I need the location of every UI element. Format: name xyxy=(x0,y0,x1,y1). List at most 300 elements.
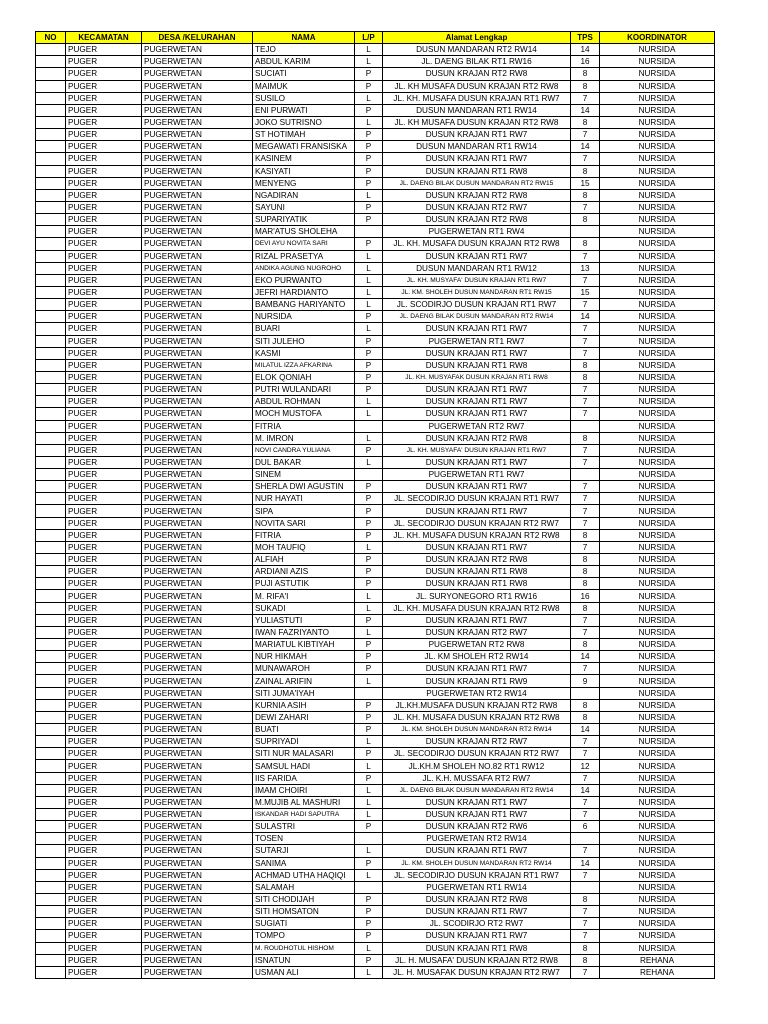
cell-desa: PUGERWETAN xyxy=(142,724,253,736)
cell-desa: PUGERWETAN xyxy=(142,153,253,165)
cell-no xyxy=(36,869,66,881)
cell-kecamatan: PUGER xyxy=(66,663,142,675)
cell-no xyxy=(36,189,66,201)
cell-lp xyxy=(355,833,383,845)
cell-kecamatan: PUGER xyxy=(66,772,142,784)
cell-desa: PUGERWETAN xyxy=(142,906,253,918)
cell-tps: 9 xyxy=(571,675,600,687)
cell-nama: KASINEM xyxy=(253,153,355,165)
cell-koordinator: NURSIDA xyxy=(600,760,715,772)
cell-lp: L xyxy=(355,56,383,68)
cell-lp: P xyxy=(355,954,383,966)
cell-desa: PUGERWETAN xyxy=(142,541,253,553)
table-row xyxy=(36,566,715,578)
cell-no xyxy=(36,505,66,517)
cell-kecamatan: PUGER xyxy=(66,286,142,298)
voter-table xyxy=(35,31,715,979)
cell-alamat: DUSUN KRAJAN RT1 RW7 xyxy=(383,845,571,857)
cell-nama: MILATUL IZZA AFKARINA xyxy=(253,359,355,371)
cell-nama: FITRIA xyxy=(253,420,355,432)
cell-lp: L xyxy=(355,432,383,444)
header-kecamatan: KECAMATAN xyxy=(66,32,142,44)
cell-tps: 8 xyxy=(571,214,600,226)
cell-no xyxy=(36,311,66,323)
cell-tps: 15 xyxy=(571,177,600,189)
cell-kecamatan: PUGER xyxy=(66,250,142,262)
cell-lp: P xyxy=(355,724,383,736)
cell-lp: P xyxy=(355,238,383,250)
header-desa: DESA /KELURAHAN xyxy=(142,32,253,44)
cell-no xyxy=(36,857,66,869)
cell-koordinator: NURSIDA xyxy=(600,396,715,408)
cell-kecamatan: PUGER xyxy=(66,177,142,189)
cell-desa: PUGERWETAN xyxy=(142,639,253,651)
cell-koordinator: NURSIDA xyxy=(600,505,715,517)
cell-alamat: JL. SECODIRJO DUSUN KRAJAN RT2 RW7 xyxy=(383,517,571,529)
cell-no xyxy=(36,129,66,141)
cell-koordinator: REHANA xyxy=(600,954,715,966)
cell-lp: P xyxy=(355,505,383,517)
cell-koordinator: NURSIDA xyxy=(600,614,715,626)
table-row xyxy=(36,177,715,189)
cell-kecamatan: PUGER xyxy=(66,639,142,651)
cell-koordinator: NURSIDA xyxy=(600,736,715,748)
cell-alamat: PUGERWETAN RT2 RW14 xyxy=(383,687,571,699)
cell-lp xyxy=(355,469,383,481)
cell-alamat: DUSUN MANDARAN RT1 RW14 xyxy=(383,104,571,116)
cell-no xyxy=(36,323,66,335)
cell-no xyxy=(36,918,66,930)
cell-koordinator: NURSIDA xyxy=(600,408,715,420)
cell-koordinator: NURSIDA xyxy=(600,165,715,177)
cell-alamat: DUSUN MANDARAN RT1 RW14 xyxy=(383,141,571,153)
cell-tps: 6 xyxy=(571,821,600,833)
cell-lp: L xyxy=(355,299,383,311)
cell-no xyxy=(36,226,66,238)
table-row xyxy=(36,845,715,857)
cell-desa: PUGERWETAN xyxy=(142,129,253,141)
table-row xyxy=(36,675,715,687)
cell-kecamatan: PUGER xyxy=(66,687,142,699)
cell-alamat: JL. KH. MUSAFA DUSUN KRAJAN RT1 RW7 xyxy=(383,92,571,104)
cell-no xyxy=(36,250,66,262)
cell-desa: PUGERWETAN xyxy=(142,663,253,675)
table-row xyxy=(36,930,715,942)
cell-lp xyxy=(355,687,383,699)
cell-no xyxy=(36,529,66,541)
table-row xyxy=(36,590,715,602)
cell-lp xyxy=(355,420,383,432)
cell-lp: P xyxy=(355,165,383,177)
cell-no xyxy=(36,177,66,189)
cell-no xyxy=(36,165,66,177)
cell-lp: L xyxy=(355,845,383,857)
table-row xyxy=(36,796,715,808)
table-row xyxy=(36,517,715,529)
cell-kecamatan: PUGER xyxy=(66,80,142,92)
cell-kecamatan: PUGER xyxy=(66,748,142,760)
cell-nama: SUSILO xyxy=(253,92,355,104)
cell-alamat: DUSUN KRAJAN RT1 RW7 xyxy=(383,408,571,420)
cell-no xyxy=(36,784,66,796)
table-row xyxy=(36,651,715,663)
cell-no xyxy=(36,590,66,602)
cell-kecamatan: PUGER xyxy=(66,590,142,602)
table-row xyxy=(36,44,715,56)
cell-lp: L xyxy=(355,396,383,408)
cell-koordinator: REHANA xyxy=(600,966,715,978)
cell-tps: 7 xyxy=(571,493,600,505)
cell-tps: 7 xyxy=(571,918,600,930)
cell-tps: 7 xyxy=(571,408,600,420)
cell-desa: PUGERWETAN xyxy=(142,493,253,505)
cell-tps: 13 xyxy=(571,262,600,274)
table-row xyxy=(36,942,715,954)
cell-no xyxy=(36,359,66,371)
cell-no xyxy=(36,420,66,432)
cell-nama: M. RIFA'I xyxy=(253,590,355,602)
cell-alamat: JL. SECODIRJO DUSUN KRAJAN RT1 RW7 xyxy=(383,869,571,881)
cell-tps: 8 xyxy=(571,566,600,578)
cell-lp: L xyxy=(355,626,383,638)
header-lp: L/P xyxy=(355,32,383,44)
cell-lp: P xyxy=(355,918,383,930)
cell-nama: NOVITA SARI xyxy=(253,517,355,529)
cell-lp: L xyxy=(355,189,383,201)
cell-kecamatan: PUGER xyxy=(66,104,142,116)
cell-nama: MAR'ATUS SHOLEHA xyxy=(253,226,355,238)
cell-kecamatan: PUGER xyxy=(66,966,142,978)
cell-desa: PUGERWETAN xyxy=(142,626,253,638)
cell-desa: PUGERWETAN xyxy=(142,881,253,893)
cell-desa: PUGERWETAN xyxy=(142,833,253,845)
cell-nama: ZAINAL ARIFIN xyxy=(253,675,355,687)
cell-koordinator: NURSIDA xyxy=(600,809,715,821)
cell-alamat: DUSUN KRAJAN RT2 RW7 xyxy=(383,626,571,638)
table-row xyxy=(36,772,715,784)
cell-alamat: DUSUN KRAJAN RT2 RW8 xyxy=(383,68,571,80)
cell-no xyxy=(36,833,66,845)
cell-desa: PUGERWETAN xyxy=(142,675,253,687)
cell-lp: P xyxy=(355,517,383,529)
cell-koordinator: NURSIDA xyxy=(600,323,715,335)
cell-no xyxy=(36,371,66,383)
cell-kecamatan: PUGER xyxy=(66,724,142,736)
table-row xyxy=(36,724,715,736)
cell-koordinator: NURSIDA xyxy=(600,481,715,493)
table-row xyxy=(36,821,715,833)
cell-alamat: DUSUN KRAJAN RT1 RW7 xyxy=(383,906,571,918)
table-row xyxy=(36,165,715,177)
cell-kecamatan: PUGER xyxy=(66,809,142,821)
cell-desa: PUGERWETAN xyxy=(142,44,253,56)
cell-kecamatan: PUGER xyxy=(66,906,142,918)
header-row xyxy=(36,32,715,44)
cell-no xyxy=(36,104,66,116)
table-row xyxy=(36,529,715,541)
cell-lp: L xyxy=(355,250,383,262)
cell-no xyxy=(36,141,66,153)
cell-desa: PUGERWETAN xyxy=(142,214,253,226)
cell-desa: PUGERWETAN xyxy=(142,687,253,699)
cell-nama: YULIASTUTI xyxy=(253,614,355,626)
cell-koordinator: NURSIDA xyxy=(600,699,715,711)
cell-no xyxy=(36,92,66,104)
cell-alamat: DUSUN KRAJAN RT1 RW8 xyxy=(383,942,571,954)
cell-lp: P xyxy=(355,80,383,92)
cell-alamat: DUSUN KRAJAN RT1 RW8 xyxy=(383,566,571,578)
cell-tps: 14 xyxy=(571,311,600,323)
cell-alamat: JL. KM. SHOLEH DUSUN MANDARAN RT2 RW14 xyxy=(383,724,571,736)
cell-nama: SUKADI xyxy=(253,602,355,614)
cell-lp: P xyxy=(355,651,383,663)
table-row xyxy=(36,626,715,638)
cell-nama: M. IMRON xyxy=(253,432,355,444)
cell-nama: ISKANDAR HADI SAPUTRA xyxy=(253,809,355,821)
table-row xyxy=(36,347,715,359)
cell-kecamatan: PUGER xyxy=(66,189,142,201)
cell-desa: PUGERWETAN xyxy=(142,578,253,590)
cell-alamat: DUSUN KRAJAN RT2 RW8 xyxy=(383,432,571,444)
cell-lp: P xyxy=(355,335,383,347)
cell-no xyxy=(36,68,66,80)
cell-alamat: DUSUN KRAJAN RT1 RW7 xyxy=(383,481,571,493)
cell-kecamatan: PUGER xyxy=(66,335,142,347)
cell-nama: SITI NUR MALASARI xyxy=(253,748,355,760)
cell-kecamatan: PUGER xyxy=(66,893,142,905)
cell-alamat: JL. KH. MUSYAFA' DUSUN KRAJAN RT1 RW7 xyxy=(383,274,571,286)
cell-kecamatan: PUGER xyxy=(66,566,142,578)
table-row xyxy=(36,299,715,311)
cell-desa: PUGERWETAN xyxy=(142,954,253,966)
cell-desa: PUGERWETAN xyxy=(142,177,253,189)
table-row xyxy=(36,456,715,468)
cell-nama: SITI CHODIJAH xyxy=(253,893,355,905)
table-row xyxy=(36,274,715,286)
cell-kecamatan: PUGER xyxy=(66,784,142,796)
cell-desa: PUGERWETAN xyxy=(142,262,253,274)
cell-alamat: JL.KH.M SHOLEH NO.82 RT1 RW12 xyxy=(383,760,571,772)
cell-alamat: DUSUN MANDARAN RT2 RW14 xyxy=(383,44,571,56)
cell-lp xyxy=(355,881,383,893)
cell-alamat: JL. KM. SHOLEH DUSUN MANDARAN RT2 RW14 xyxy=(383,857,571,869)
cell-lp: P xyxy=(355,153,383,165)
header-koordinator: KOORDINATOR xyxy=(600,32,715,44)
cell-kecamatan: PUGER xyxy=(66,323,142,335)
cell-lp: P xyxy=(355,772,383,784)
cell-alamat: JL. KH. MUSAFA DUSUN KRAJAN RT2 RW8 xyxy=(383,711,571,723)
table-row xyxy=(36,784,715,796)
cell-no xyxy=(36,56,66,68)
table-row xyxy=(36,857,715,869)
cell-koordinator: NURSIDA xyxy=(600,141,715,153)
table-row xyxy=(36,469,715,481)
cell-desa: PUGERWETAN xyxy=(142,469,253,481)
cell-desa: PUGERWETAN xyxy=(142,238,253,250)
table-row xyxy=(36,408,715,420)
cell-no xyxy=(36,809,66,821)
cell-alamat: PUGERWETAN RT2 RW8 xyxy=(383,639,571,651)
cell-nama: IIS FARIDA xyxy=(253,772,355,784)
cell-koordinator: NURSIDA xyxy=(600,675,715,687)
cell-nama: MOCH MUSTOFA xyxy=(253,408,355,420)
cell-lp: P xyxy=(355,821,383,833)
header-nama: NAMA xyxy=(253,32,355,44)
cell-kecamatan: PUGER xyxy=(66,165,142,177)
cell-no xyxy=(36,347,66,359)
cell-koordinator: NURSIDA xyxy=(600,796,715,808)
cell-nama: TEJO xyxy=(253,44,355,56)
cell-alamat: JL. DAENG BILAK DUSUN MANDARAN RT2 RW15 xyxy=(383,177,571,189)
cell-no xyxy=(36,699,66,711)
cell-kecamatan: PUGER xyxy=(66,456,142,468)
table-row xyxy=(36,869,715,881)
cell-kecamatan: PUGER xyxy=(66,384,142,396)
cell-alamat: JL. SURYONEGORO RT1 RW16 xyxy=(383,590,571,602)
cell-koordinator: NURSIDA xyxy=(600,80,715,92)
cell-koordinator: NURSIDA xyxy=(600,153,715,165)
cell-desa: PUGERWETAN xyxy=(142,566,253,578)
cell-desa: PUGERWETAN xyxy=(142,517,253,529)
cell-tps: 7 xyxy=(571,201,600,213)
cell-tps: 7 xyxy=(571,736,600,748)
cell-no xyxy=(36,566,66,578)
cell-kecamatan: PUGER xyxy=(66,517,142,529)
table-row xyxy=(36,444,715,456)
cell-no xyxy=(36,772,66,784)
cell-no xyxy=(36,760,66,772)
cell-desa: PUGERWETAN xyxy=(142,590,253,602)
cell-kecamatan: PUGER xyxy=(66,408,142,420)
cell-koordinator: NURSIDA xyxy=(600,942,715,954)
cell-tps: 8 xyxy=(571,359,600,371)
cell-desa: PUGERWETAN xyxy=(142,201,253,213)
cell-no xyxy=(36,845,66,857)
cell-desa: PUGERWETAN xyxy=(142,396,253,408)
cell-koordinator: NURSIDA xyxy=(600,930,715,942)
cell-tps: 14 xyxy=(571,44,600,56)
table-row xyxy=(36,699,715,711)
table-row xyxy=(36,238,715,250)
cell-tps: 8 xyxy=(571,602,600,614)
cell-koordinator: NURSIDA xyxy=(600,56,715,68)
cell-no xyxy=(36,517,66,529)
cell-alamat: JL. KH. MUSYAFA' DUSUN KRAJAN RT1 RW7 xyxy=(383,444,571,456)
cell-tps: 7 xyxy=(571,869,600,881)
cell-lp: L xyxy=(355,809,383,821)
table-row xyxy=(36,760,715,772)
cell-koordinator: NURSIDA xyxy=(600,432,715,444)
cell-lp: L xyxy=(355,408,383,420)
cell-desa: PUGERWETAN xyxy=(142,857,253,869)
table-row xyxy=(36,906,715,918)
cell-nama: NGADIRAN xyxy=(253,189,355,201)
cell-lp: P xyxy=(355,201,383,213)
cell-desa: PUGERWETAN xyxy=(142,274,253,286)
cell-koordinator: NURSIDA xyxy=(600,784,715,796)
cell-alamat: JL. KH. MUSAFA DUSUN KRAJAN RT2 RW8 xyxy=(383,529,571,541)
cell-lp: L xyxy=(355,541,383,553)
cell-nama: SAYUNI xyxy=(253,201,355,213)
cell-koordinator: NURSIDA xyxy=(600,116,715,128)
cell-desa: PUGERWETAN xyxy=(142,772,253,784)
cell-koordinator: NURSIDA xyxy=(600,869,715,881)
cell-lp: L xyxy=(355,796,383,808)
table-row xyxy=(36,311,715,323)
cell-tps: 8 xyxy=(571,699,600,711)
cell-koordinator: NURSIDA xyxy=(600,602,715,614)
cell-nama: BUARI xyxy=(253,323,355,335)
table-row xyxy=(36,736,715,748)
cell-tps xyxy=(571,687,600,699)
cell-desa: PUGERWETAN xyxy=(142,930,253,942)
cell-desa: PUGERWETAN xyxy=(142,602,253,614)
cell-desa: PUGERWETAN xyxy=(142,408,253,420)
cell-koordinator: NURSIDA xyxy=(600,590,715,602)
cell-alamat: DUSUN KRAJAN RT1 RW7 xyxy=(383,250,571,262)
cell-lp: L xyxy=(355,590,383,602)
cell-nama: ABDUL KARIM xyxy=(253,56,355,68)
cell-tps xyxy=(571,420,600,432)
cell-no xyxy=(36,274,66,286)
cell-kecamatan: PUGER xyxy=(66,493,142,505)
cell-koordinator: NURSIDA xyxy=(600,92,715,104)
cell-kecamatan: PUGER xyxy=(66,675,142,687)
cell-kecamatan: PUGER xyxy=(66,44,142,56)
cell-tps: 14 xyxy=(571,104,600,116)
cell-nama: PUTRI WULANDARI xyxy=(253,384,355,396)
cell-desa: PUGERWETAN xyxy=(142,80,253,92)
cell-nama: SINEM xyxy=(253,469,355,481)
cell-koordinator: NURSIDA xyxy=(600,541,715,553)
cell-tps: 7 xyxy=(571,748,600,760)
cell-koordinator: NURSIDA xyxy=(600,201,715,213)
cell-alamat: DUSUN KRAJAN RT1 RW7 xyxy=(383,930,571,942)
cell-desa: PUGERWETAN xyxy=(142,165,253,177)
cell-no xyxy=(36,80,66,92)
cell-kecamatan: PUGER xyxy=(66,578,142,590)
table-row xyxy=(36,189,715,201)
cell-kecamatan: PUGER xyxy=(66,736,142,748)
table-row xyxy=(36,809,715,821)
cell-kecamatan: PUGER xyxy=(66,833,142,845)
cell-desa: PUGERWETAN xyxy=(142,371,253,383)
cell-nama: NUR HAYATI xyxy=(253,493,355,505)
cell-kecamatan: PUGER xyxy=(66,347,142,359)
cell-nama: MUNAWAROH xyxy=(253,663,355,675)
cell-lp: L xyxy=(355,869,383,881)
cell-kecamatan: PUGER xyxy=(66,92,142,104)
cell-kecamatan: PUGER xyxy=(66,432,142,444)
cell-koordinator: NURSIDA xyxy=(600,299,715,311)
cell-alamat: PUGERWETAN RT2 RW14 xyxy=(383,833,571,845)
cell-kecamatan: PUGER xyxy=(66,760,142,772)
cell-nama: SHERLA DWI AGUSTIN xyxy=(253,481,355,493)
cell-nama: M.MUJIB AL MASHURI xyxy=(253,796,355,808)
cell-desa: PUGERWETAN xyxy=(142,748,253,760)
table-row xyxy=(36,359,715,371)
cell-lp: L xyxy=(355,966,383,978)
cell-desa: PUGERWETAN xyxy=(142,711,253,723)
cell-no xyxy=(36,299,66,311)
cell-nama: MAIMUK xyxy=(253,80,355,92)
cell-desa: PUGERWETAN xyxy=(142,821,253,833)
cell-nama: SANIMA xyxy=(253,857,355,869)
cell-tps: 7 xyxy=(571,396,600,408)
cell-desa: PUGERWETAN xyxy=(142,651,253,663)
cell-tps: 7 xyxy=(571,92,600,104)
table-row xyxy=(36,384,715,396)
